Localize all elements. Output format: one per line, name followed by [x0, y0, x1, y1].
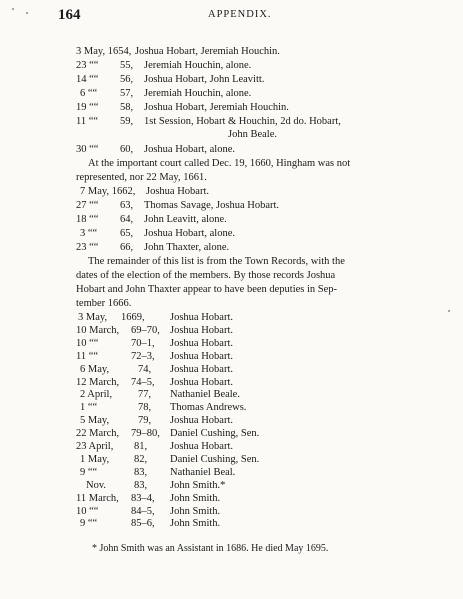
- page-number: 164: [58, 7, 81, 23]
- paragraph-line: At the important court called Dec. 19, 1660, Hingham was not: [88, 158, 351, 169]
- page-header: [58, 7, 388, 23]
- page-speck: [26, 12, 28, 14]
- paragraph-line: The remainder of this list is from the Town Records, with the: [88, 256, 345, 267]
- paragraph-line: dates of the election of the members. By those records Joshua: [76, 270, 336, 281]
- paragraph-line: Hobart and John Thaxter appear to have been deputies in Sep-: [76, 284, 338, 295]
- paragraph-line: represented, nor 22 May, 1661.: [76, 172, 207, 183]
- footnote: * John Smith was an Assistant in 1686. He died May 1695.: [92, 543, 329, 555]
- paragraph-line: tember 1666.: [76, 298, 132, 309]
- page-speck: [448, 310, 450, 312]
- list-item-continuation: John Beale.: [228, 129, 277, 140]
- running-head: APPENDIX.: [208, 9, 272, 20]
- page-speck: [12, 8, 14, 10]
